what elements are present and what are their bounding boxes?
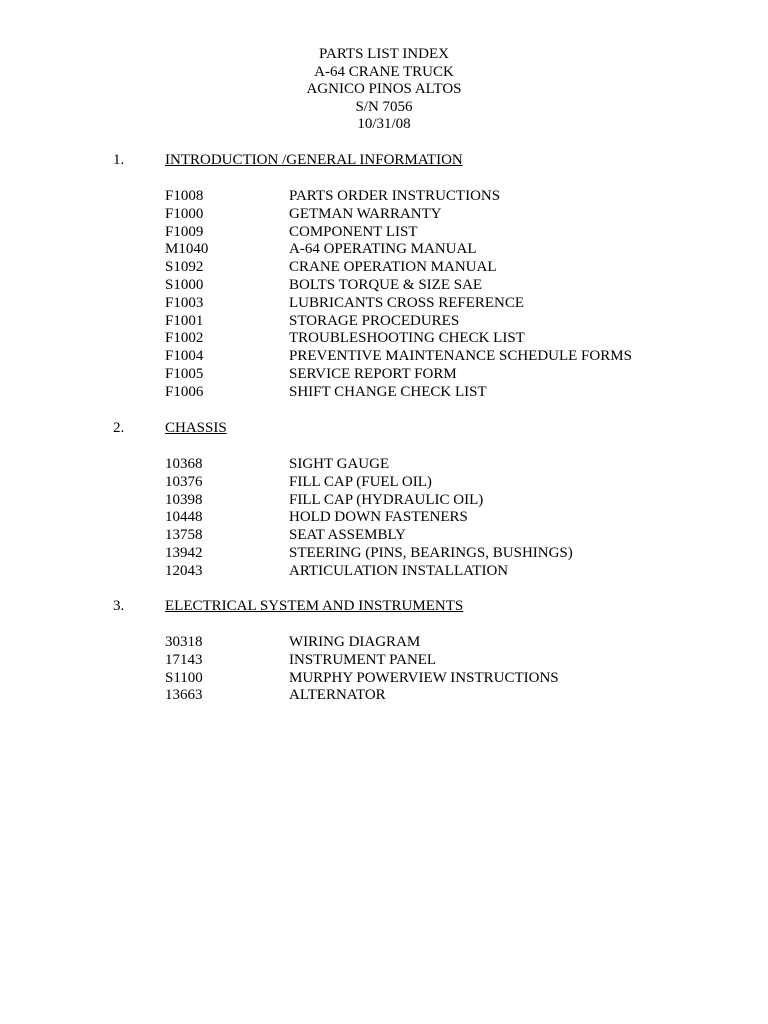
item-code: 10448 xyxy=(165,509,203,526)
item-description: CRANE OPERATION MANUAL xyxy=(289,259,497,276)
section-title: INTRODUCTION /GENERAL INFORMATION xyxy=(165,152,463,168)
header-title: PARTS LIST INDEX xyxy=(319,46,449,62)
item-code: F1001 xyxy=(165,312,204,329)
item-code: M1040 xyxy=(165,241,209,258)
item-code: 13758 xyxy=(165,527,203,544)
list-item xyxy=(0,384,768,402)
item-code: S1092 xyxy=(165,259,204,276)
item-code: F1004 xyxy=(165,348,204,365)
item-description: A-64 OPERATING MANUAL xyxy=(289,241,477,258)
section-number: 1. xyxy=(113,152,125,168)
item-code: 13663 xyxy=(165,687,203,704)
list-item xyxy=(0,259,768,277)
list-item xyxy=(0,456,768,474)
list-item xyxy=(0,509,768,527)
item-description: SERVICE REPORT FORM xyxy=(289,365,457,382)
list-item xyxy=(0,348,768,366)
item-description: FILL CAP (FUEL OIL) xyxy=(289,473,432,490)
item-code: F1006 xyxy=(165,383,204,400)
list-item xyxy=(0,634,768,652)
list-item xyxy=(0,687,768,705)
item-code: S1000 xyxy=(165,276,204,293)
item-code: 10368 xyxy=(165,456,203,472)
list-item xyxy=(0,474,768,492)
item-description: INSTRUMENT PANEL xyxy=(289,651,437,668)
list-item xyxy=(0,224,768,242)
list-item xyxy=(0,545,768,563)
list-item xyxy=(0,277,768,295)
section-number: 3. xyxy=(113,598,125,614)
item-description: SIGHT GAUGE xyxy=(289,456,390,472)
list-item xyxy=(0,492,768,510)
item-code: 12043 xyxy=(165,562,203,579)
item-description: SHIFT CHANGE CHECK LIST xyxy=(289,383,487,400)
header-serial-number: S/N 7056 xyxy=(355,98,413,115)
item-description: WIRING DIAGRAM xyxy=(289,634,421,650)
list-item xyxy=(0,206,768,224)
item-description: STEERING (PINS, BEARINGS, BUSHINGS) xyxy=(289,544,573,561)
item-code: F1005 xyxy=(165,365,204,382)
item-code: 10376 xyxy=(165,473,203,490)
item-description: HOLD DOWN FASTENERS xyxy=(289,509,468,526)
item-description: BOLTS TORQUE & SIZE SAE xyxy=(289,276,483,293)
header-date: 10/31/08 xyxy=(357,116,411,133)
list-item xyxy=(0,241,768,259)
item-description: PARTS ORDER INSTRUCTIONS xyxy=(289,188,501,204)
item-description: TROUBLESHOOTING CHECK LIST xyxy=(289,330,525,347)
section-title: ELECTRICAL SYSTEM AND INSTRUMENTS xyxy=(165,598,464,614)
item-code: 30318 xyxy=(165,634,203,650)
item-code: F1009 xyxy=(165,223,204,240)
list-item xyxy=(0,670,768,688)
list-item xyxy=(0,313,768,331)
item-code: S1100 xyxy=(165,669,203,686)
document-header xyxy=(0,46,768,134)
item-description: GETMAN WARRANTY xyxy=(289,205,442,222)
item-code: F1003 xyxy=(165,294,204,311)
item-code: 17143 xyxy=(165,651,203,668)
item-description: SEAT ASSEMBLY xyxy=(289,527,407,544)
section-item-list xyxy=(0,188,768,402)
header-model: A-64 CRANE TRUCK xyxy=(314,63,454,80)
list-item xyxy=(0,527,768,545)
list-item xyxy=(0,563,768,581)
item-description: ARTICULATION INSTALLATION xyxy=(289,562,509,579)
item-description: ALTERNATOR xyxy=(289,687,386,704)
section-item-list xyxy=(0,456,768,581)
list-item xyxy=(0,330,768,348)
list-item xyxy=(0,188,768,206)
item-code: F1000 xyxy=(165,205,204,222)
section-title: CHASSIS xyxy=(165,420,227,436)
item-description: PREVENTIVE MAINTENANCE SCHEDULE FORMS xyxy=(289,348,632,365)
list-item xyxy=(0,295,768,313)
section-item-list xyxy=(0,634,768,705)
list-item xyxy=(0,652,768,670)
list-item xyxy=(0,366,768,384)
item-code: F1008 xyxy=(165,188,204,204)
item-description: STORAGE PROCEDURES xyxy=(289,312,460,329)
item-description: MURPHY POWERVIEW INSTRUCTIONS xyxy=(289,669,559,686)
header-customer: AGNICO PINOS ALTOS xyxy=(306,81,462,98)
item-description: FILL CAP (HYDRAULIC OIL) xyxy=(289,491,484,508)
item-code: F1002 xyxy=(165,330,204,347)
item-code: 10398 xyxy=(165,491,203,508)
section-number: 2. xyxy=(113,420,125,436)
item-code: 13942 xyxy=(165,544,203,561)
item-description: LUBRICANTS CROSS REFERENCE xyxy=(289,294,525,311)
item-description: COMPONENT LIST xyxy=(289,223,418,240)
